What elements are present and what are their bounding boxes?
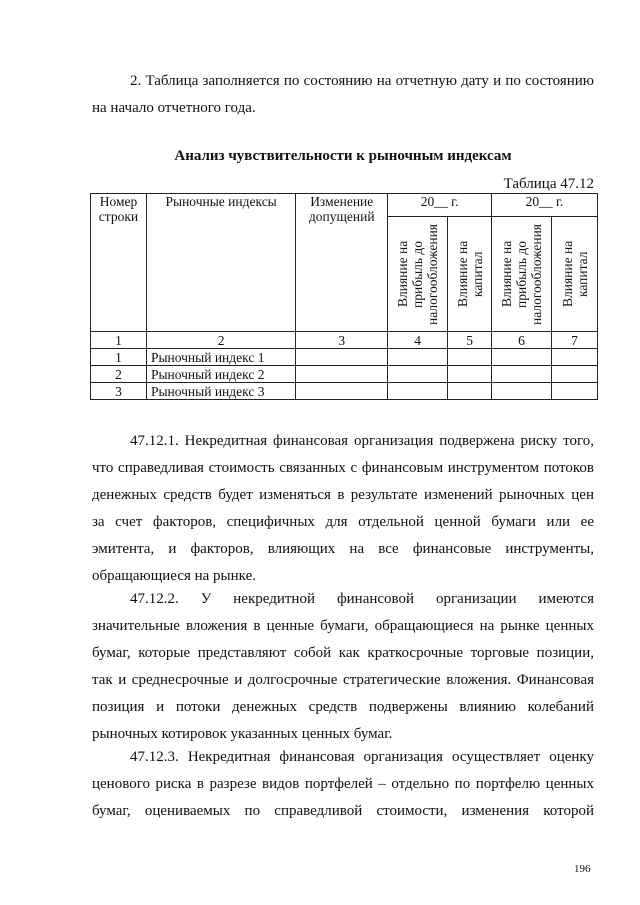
empty-cell bbox=[492, 349, 552, 366]
row-number: 1 bbox=[91, 349, 147, 366]
paragraph-47-12-3 bbox=[92, 744, 594, 825]
sensitivity-table bbox=[90, 193, 598, 400]
paragraph-47-12-2 bbox=[92, 586, 594, 748]
paragraph-line: рыночных котировок указанных ценных бумаг. bbox=[92, 726, 393, 742]
row-number: 2 bbox=[91, 366, 147, 383]
table-title: Анализ чувствительности к рыночным индексам bbox=[174, 148, 512, 164]
column-number-row bbox=[91, 332, 598, 349]
intro-paragraph bbox=[92, 68, 594, 122]
empty-cell bbox=[448, 349, 492, 366]
paragraph-line: денежных средств будет изменяться в результате изменений рыночных цен bbox=[92, 487, 594, 503]
empty-cell bbox=[388, 349, 448, 366]
empty-cell bbox=[552, 366, 598, 383]
header-profit-impact-2: Влияние на прибыль до налогообложения bbox=[492, 217, 552, 332]
empty-cell bbox=[296, 383, 388, 400]
paragraph-line: эмитента, и факторов, влияющих на все финансовые инструменты, bbox=[92, 541, 594, 557]
header-row-number: Номер строки bbox=[91, 194, 147, 332]
empty-cell bbox=[448, 383, 492, 400]
paragraph-47-12-1 bbox=[92, 428, 594, 590]
empty-cell bbox=[552, 349, 598, 366]
paragraph-line: 47.12.1. Некредитная финансовая организация подвержена риску того, bbox=[130, 433, 594, 449]
table-row bbox=[91, 366, 598, 383]
row-index-name: Рыночный индекс 3 bbox=[146, 383, 295, 400]
row-index-name: Рыночный индекс 1 bbox=[146, 349, 295, 366]
table-row bbox=[91, 349, 598, 366]
empty-cell bbox=[492, 383, 552, 400]
paragraph-line: ценового риска в разрезе видов портфелей – отдельно по портфелю ценных bbox=[92, 776, 594, 792]
paragraph-line: 47.12.3. Некредитная финансовая организация осуществляет оценку bbox=[130, 749, 594, 765]
header-capital-impact-1: Влияние на капитал bbox=[448, 217, 492, 332]
header-year-1: 20__ г. bbox=[388, 194, 492, 217]
column-number: 6 bbox=[492, 332, 552, 349]
header-capital-impact-2: Влияние на капитал bbox=[552, 217, 598, 332]
paragraph-line: что справедливая стоимость связанных с финансовым инструментом потоков bbox=[92, 460, 594, 476]
row-index-name: Рыночный индекс 2 bbox=[146, 366, 295, 383]
empty-cell bbox=[448, 366, 492, 383]
column-number: 2 bbox=[146, 332, 295, 349]
header-profit-impact-1: Влияние на прибыль до налогообложения bbox=[388, 217, 448, 332]
empty-cell bbox=[388, 383, 448, 400]
paragraph-line: бумаг, которые представляют собой как краткосрочные торговые позиции, bbox=[92, 645, 594, 661]
paragraph-line: значительные вложения в ценные бумаги, обращающиеся на рынке ценных bbox=[92, 618, 594, 634]
paragraph-line: 47.12.2. У некредитной финансовой организации имеются bbox=[130, 591, 594, 607]
paragraph-line: за счет факторов, специфичных для отдельной ценной бумаги или ее bbox=[92, 514, 594, 530]
header-assumption-change: Изменение допущений bbox=[296, 194, 388, 332]
paragraph-line: позиция и потоки денежных средств подвержены влиянию колебаний bbox=[92, 699, 594, 715]
header-market-indices: Рыночные индексы bbox=[146, 194, 295, 332]
column-number: 4 bbox=[388, 332, 448, 349]
page-number: 196 bbox=[574, 863, 591, 875]
intro-line-2: на начало отчетного года. bbox=[92, 100, 256, 116]
column-number: 5 bbox=[448, 332, 492, 349]
table-number: Таблица 47.12 bbox=[503, 176, 594, 192]
empty-cell bbox=[552, 383, 598, 400]
column-number: 3 bbox=[296, 332, 388, 349]
intro-line-1: 2. Таблица заполняется по состоянию на отчетную дату и по состоянию bbox=[130, 73, 594, 89]
column-number: 1 bbox=[91, 332, 147, 349]
empty-cell bbox=[296, 366, 388, 383]
header-year-2: 20__ г. bbox=[492, 194, 598, 217]
empty-cell bbox=[492, 366, 552, 383]
row-number: 3 bbox=[91, 383, 147, 400]
paragraph-line: так и среднесрочные и долгосрочные стратегические вложения. Финансовая bbox=[92, 672, 594, 688]
column-number: 7 bbox=[552, 332, 598, 349]
empty-cell bbox=[296, 349, 388, 366]
table-row bbox=[91, 383, 598, 400]
paragraph-line: обращающиеся на рынке. bbox=[92, 568, 256, 584]
empty-cell bbox=[388, 366, 448, 383]
paragraph-line: бумаг, оцениваемых по справедливой стоимости, изменения которой bbox=[92, 803, 594, 819]
